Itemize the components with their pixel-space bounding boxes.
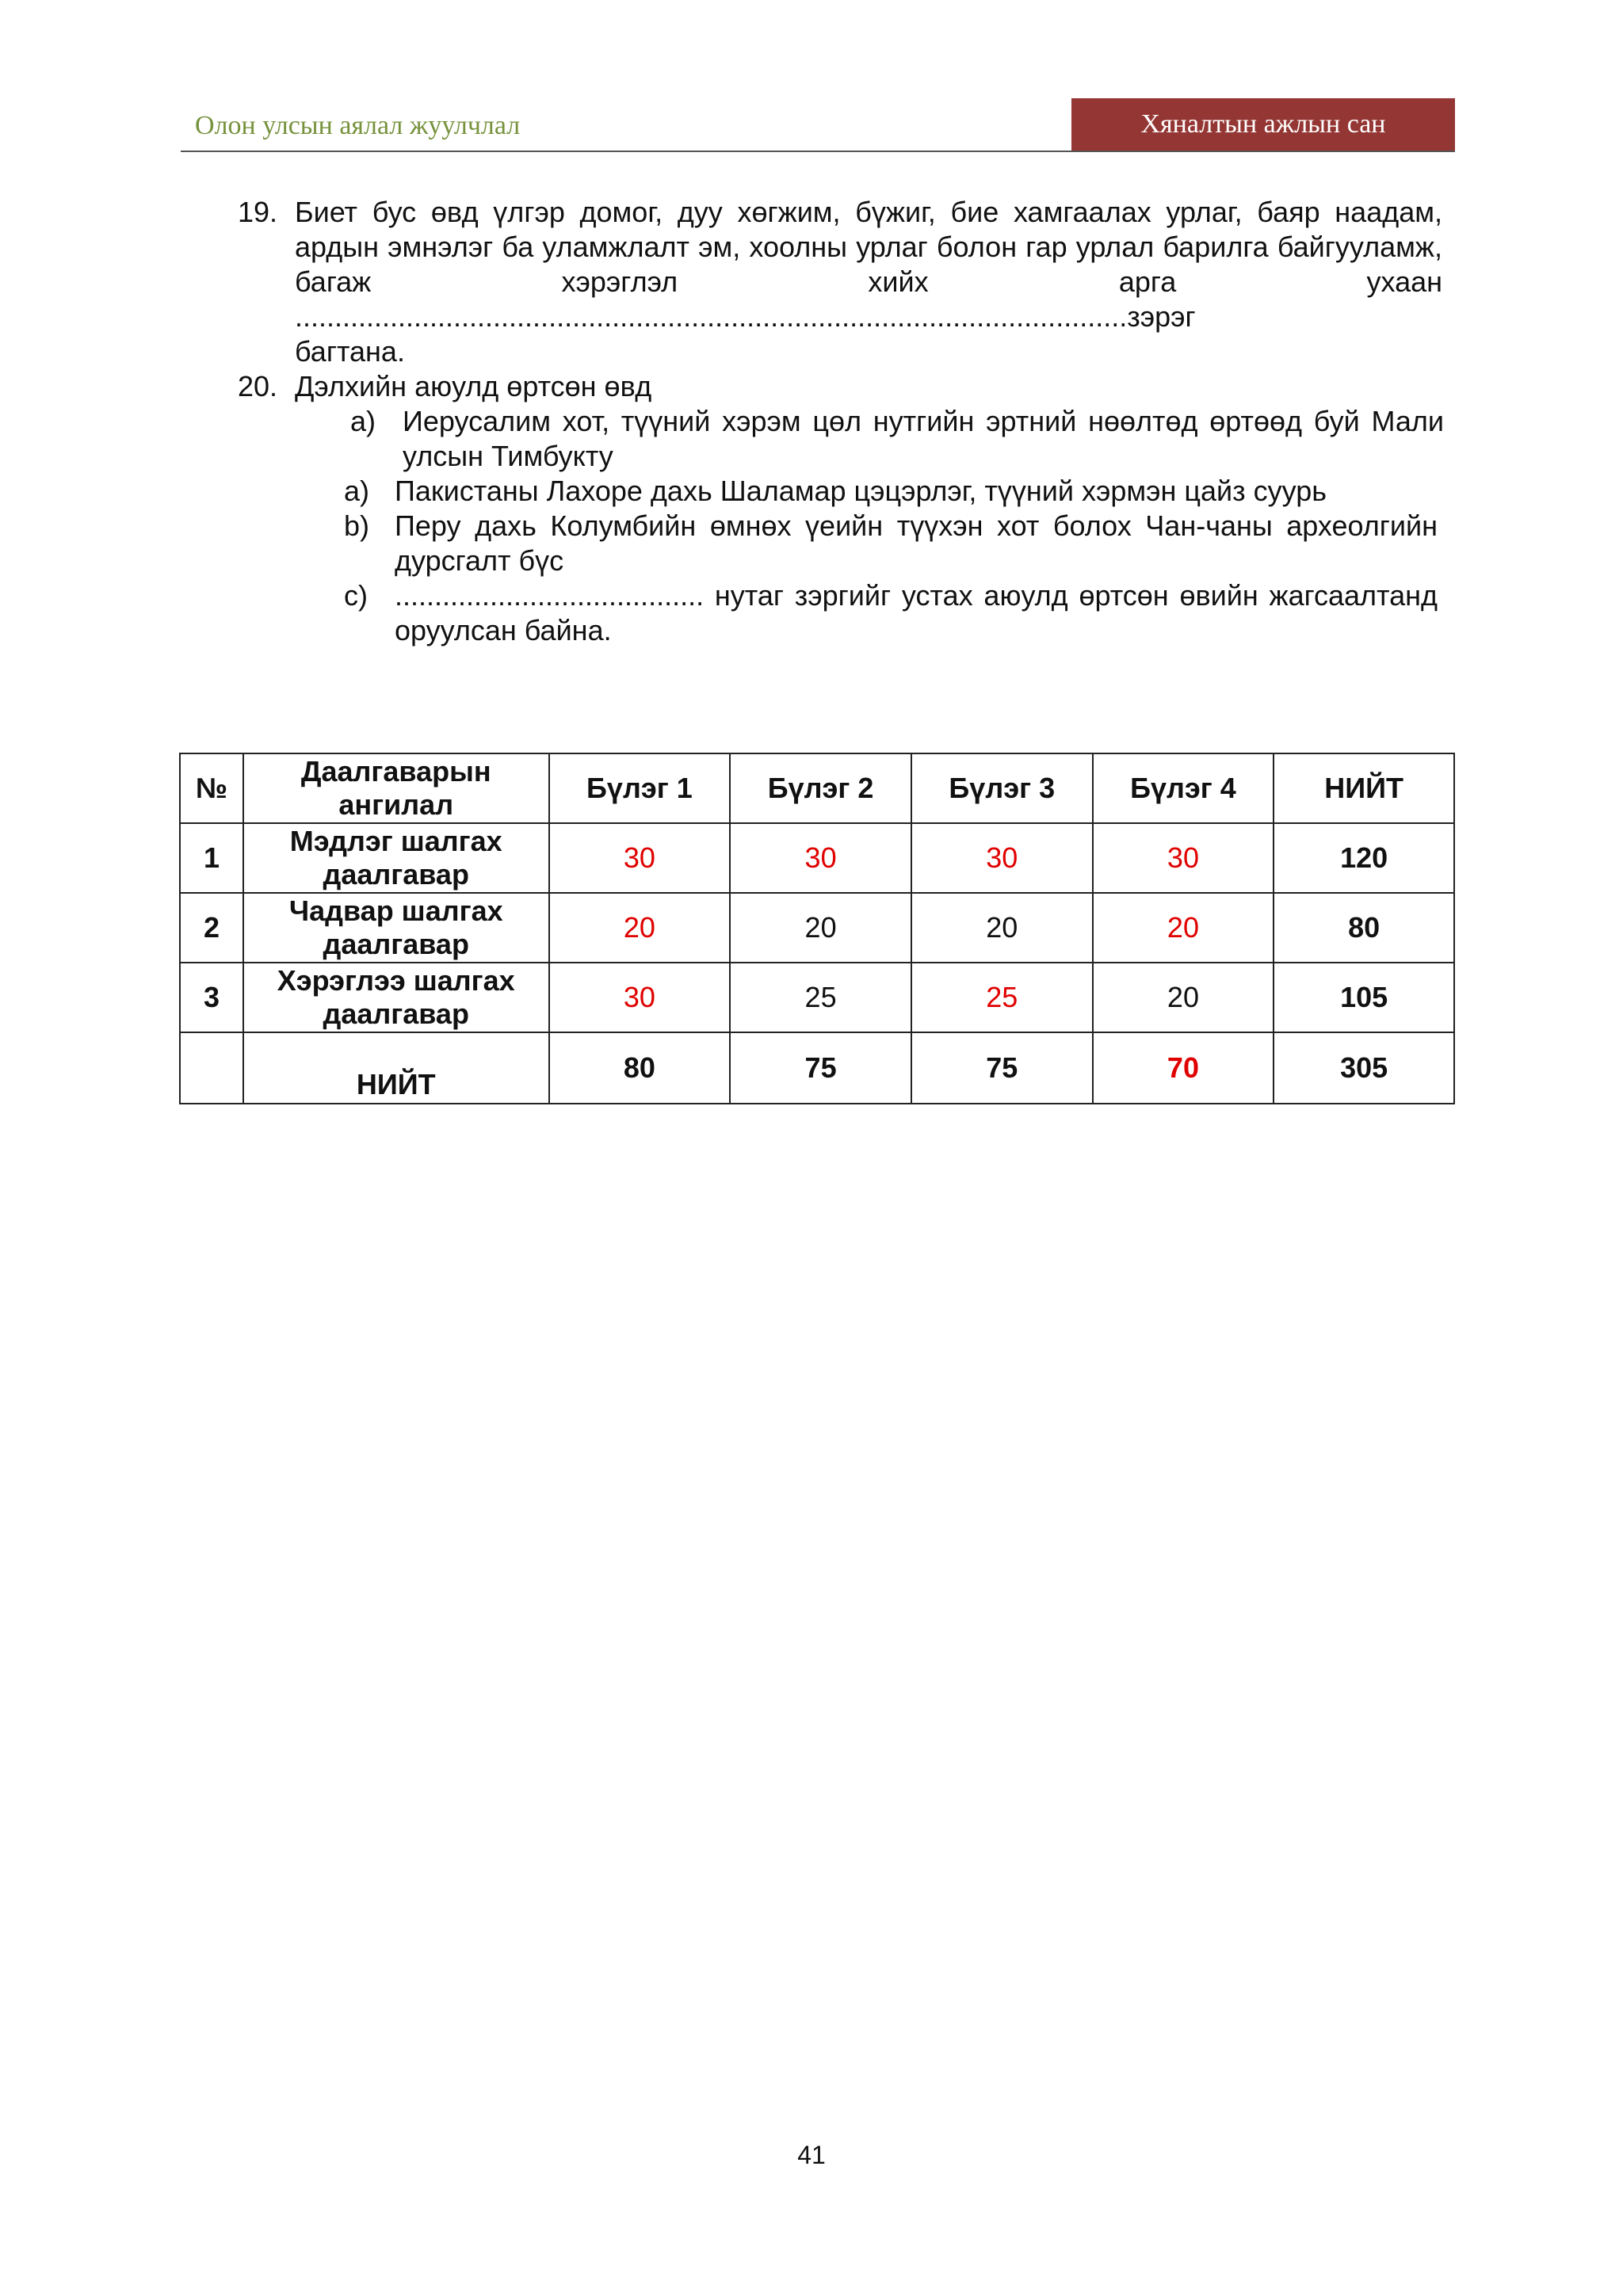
column-header: Даалгаварын ангилал xyxy=(243,753,549,823)
cell-value: 30 xyxy=(1093,823,1274,893)
cell-value: 30 xyxy=(549,963,731,1032)
option-label: b) xyxy=(344,509,370,542)
table-row xyxy=(180,823,1454,893)
row-number: 2 xyxy=(180,893,243,963)
question-text: Биет бус өвд үлгэр домог, дуу хөгжим, бүжиг, бие хамгаалах урлаг, баяр наадам, ардын эмнэлэг ба уламжлалт эм, хоолны урлаг болон гар урлал барилга байгууламж, багаж хэрэглэл хийх арга ухаан .........................................................................................................зэрэг xyxy=(295,196,1442,333)
option-label: c) xyxy=(344,579,368,612)
cell-value: 25 xyxy=(911,963,1093,1032)
question-19 xyxy=(238,195,1442,369)
row-number: 1 xyxy=(180,823,243,893)
cell-value: 25 xyxy=(730,963,911,1032)
row-number: 3 xyxy=(180,963,243,1032)
column-header: Бүлэг 2 xyxy=(730,753,911,823)
answer-option xyxy=(344,474,1438,509)
column-header: Бүлэг 3 xyxy=(911,753,1093,823)
cell-value: 20 xyxy=(1093,963,1274,1032)
cell-value: 30 xyxy=(730,823,911,893)
row-total: 80 xyxy=(1274,893,1454,963)
option-text: Иерусалим хот, түүний хэрэм цөл нутгийн эртний нөөлтөд өртөөд буй Мали улсын Тимбукту xyxy=(403,405,1444,472)
cell-value: 75 xyxy=(730,1032,911,1104)
cell-value: 20 xyxy=(1093,893,1274,963)
cell-value: 20 xyxy=(549,893,731,963)
cell-value: 20 xyxy=(911,893,1093,963)
row-total: 120 xyxy=(1274,823,1454,893)
table-row xyxy=(180,963,1454,1032)
row-category: Чадвар шалгах даалгавар xyxy=(243,893,549,963)
option-text: Пакистаны Лахоре дахь Шаламар цэцэрлэг, түүний хэрмэн цайз суурь xyxy=(395,475,1327,507)
table-header-row xyxy=(180,753,1454,823)
question-title: Дэлхийн аюулд өртсөн өвд xyxy=(295,370,652,402)
column-header: НИЙТ xyxy=(1274,753,1454,823)
grand-total: 305 xyxy=(1274,1032,1454,1104)
option-text: ....................................... нутаг зэргийг устах аюулд өртсөн өвийн жагсаалтанд оруулсан байна. xyxy=(395,579,1438,646)
score-distribution-table xyxy=(179,753,1455,1104)
question-20 xyxy=(238,369,1442,404)
cell-value: 30 xyxy=(911,823,1093,893)
table-row xyxy=(180,893,1454,963)
cell-value: 80 xyxy=(549,1032,731,1104)
table-totals-row xyxy=(180,1032,1454,1104)
answer-option xyxy=(344,509,1438,578)
question-number: 19. xyxy=(238,196,278,228)
cell-value: 75 xyxy=(911,1032,1093,1104)
answer-option xyxy=(344,578,1438,648)
empty-cell xyxy=(180,1032,243,1104)
option-label: a) xyxy=(344,475,370,507)
row-total: 105 xyxy=(1274,963,1454,1032)
option-text: Перу дахь Колумбийн өмнөх үеийн түүхэн хот болох Чан-чаны археолгийн дурсгалт бүс xyxy=(395,509,1438,577)
column-header: Бүлэг 4 xyxy=(1093,753,1274,823)
question-text-tail: багтана. xyxy=(295,335,405,368)
header-section-title: Хяналтын ажлын сан xyxy=(1071,98,1455,151)
row-category: Мэдлэг шалгах даалгавар xyxy=(243,823,549,893)
answer-option xyxy=(350,404,1444,474)
column-header: № xyxy=(180,753,243,823)
column-header: Бүлэг 1 xyxy=(549,753,731,823)
totals-label: НИЙТ xyxy=(243,1032,549,1104)
row-category: Хэрэглээ шалгах даалгавар xyxy=(243,963,549,1032)
cell-value: 30 xyxy=(549,823,731,893)
cell-value: 20 xyxy=(730,893,911,963)
header-course-title: Олон улсын аялал жуулчлал xyxy=(195,111,521,140)
cell-value: 70 xyxy=(1093,1032,1274,1104)
question-number: 20. xyxy=(238,370,278,402)
page-number: 41 xyxy=(797,2141,826,2169)
option-label: a) xyxy=(350,405,376,437)
page-header xyxy=(181,98,1455,152)
